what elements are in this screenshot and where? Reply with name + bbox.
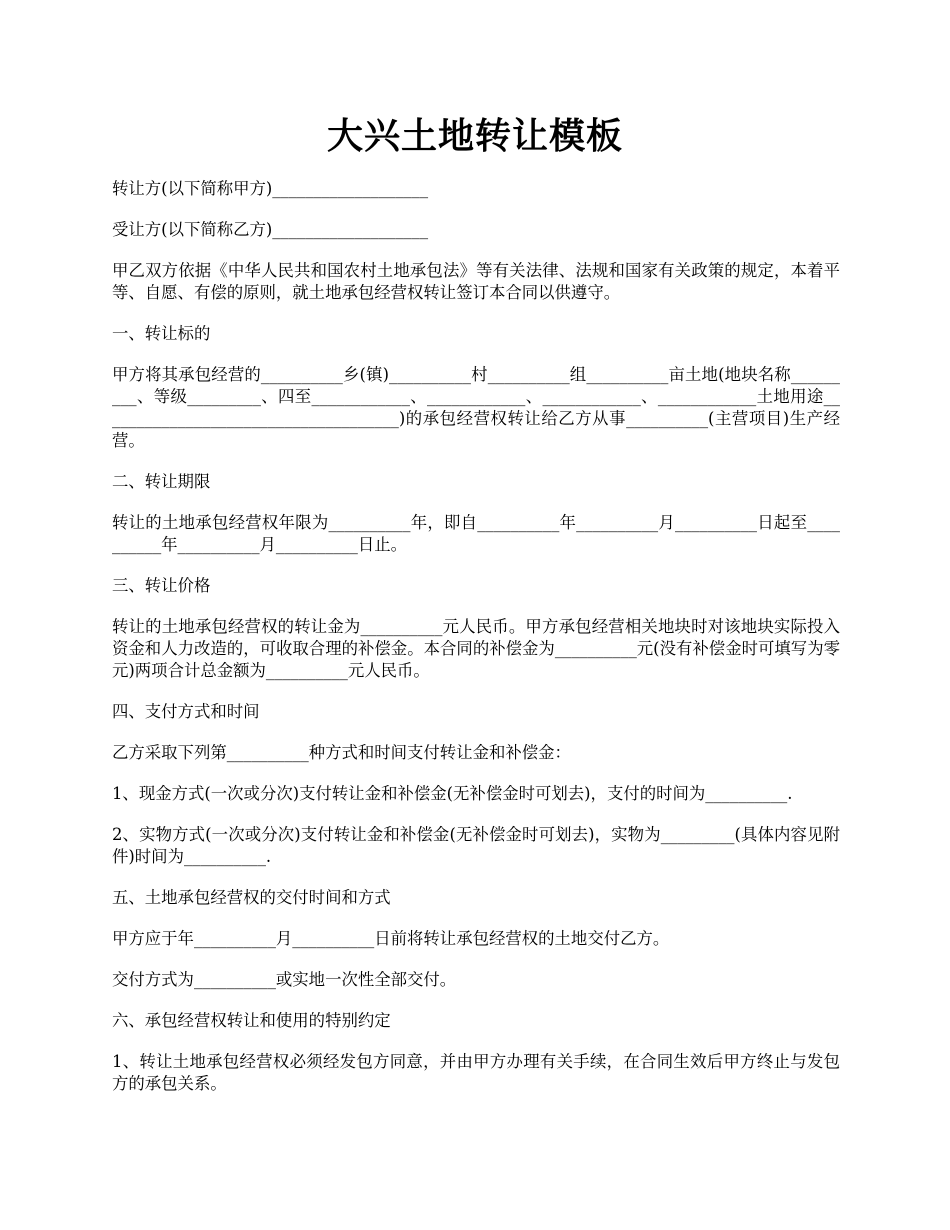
paragraph-delivery-time: 甲方应于年__________月__________日前将转让承包经营权的土地交付乙方。 [112, 929, 670, 948]
paragraph-transferee: 受让方(以下简称乙方)___________________ [112, 220, 429, 239]
paragraph-payment-method: 乙方采取下列第__________种方式和时间支付转让金和补偿金： [112, 743, 571, 762]
paragraph-transferor: 转让方(以下简称甲方)___________________ [112, 179, 429, 198]
document-title: 大兴土地转让模板 [326, 115, 623, 157]
section-heading-1: 一、转让标的 [112, 324, 211, 343]
paragraph-payment-kind: 2、实物方式(一次或分次)支付转让金和补偿金(无补偿金时可划去)，实物为_________(具体内容见附件)时间为__________. [112, 825, 840, 866]
paragraph-preamble: 甲乙双方依据《中华人民共和国农村土地承包法》等有关法律、法规和国家有关政策的规定，本着平等、自愿、有偿的原则，就土地承包经营权转让签订本合同以供遵守。 [112, 261, 840, 302]
paragraph-delivery-method: 交付方式为__________或实地一次性全部交付。 [112, 970, 457, 989]
section-heading-3: 三、转让价格 [112, 576, 211, 595]
section-heading-2: 二、转让期限 [112, 472, 211, 491]
paragraph-price: 转让的土地承包经营权的转让金为__________元人民币。甲方承包经营相关地块时对该地块实际投入资金和人力改造的，可收取合理的补偿金。本合同的补偿金为__________元(没有补偿金时可填写为零元)两项合计总金额为__________元人民币。 [112, 617, 840, 680]
paragraph-term: 转让的土地承包经营权年限为__________年，即自__________年__________月__________日起至__________年__________月__________日止。 [112, 513, 840, 554]
paragraph-subject: 甲方将其承包经营的__________乡(镇)__________村__________组__________亩土地(地块名称_________、等级_________、四至____________、____________、____________、____________土地用途_____________________________________)的承包经营权转让给乙方从事__________(主营项目)生产经营。 [112, 365, 840, 450]
paragraph-special-terms-1: 1、转让土地承包经营权必须经发包方同意，并由甲方办理有关手续，在合同生效后甲方终止与发包方的承包关系。 [112, 1052, 840, 1093]
document-body [112, 178, 840, 1114]
section-heading-4: 四、支付方式和时间 [112, 702, 260, 721]
paragraph-payment-cash: 1、现金方式(一次或分次)支付转让金和补偿金(无补偿金时可划去)，支付的时间为__________. [112, 784, 793, 803]
section-heading-6: 六、承包经营权转让和使用的特别约定 [112, 1011, 391, 1030]
section-heading-5: 五、土地承包经营权的交付时间和方式 [112, 888, 391, 907]
